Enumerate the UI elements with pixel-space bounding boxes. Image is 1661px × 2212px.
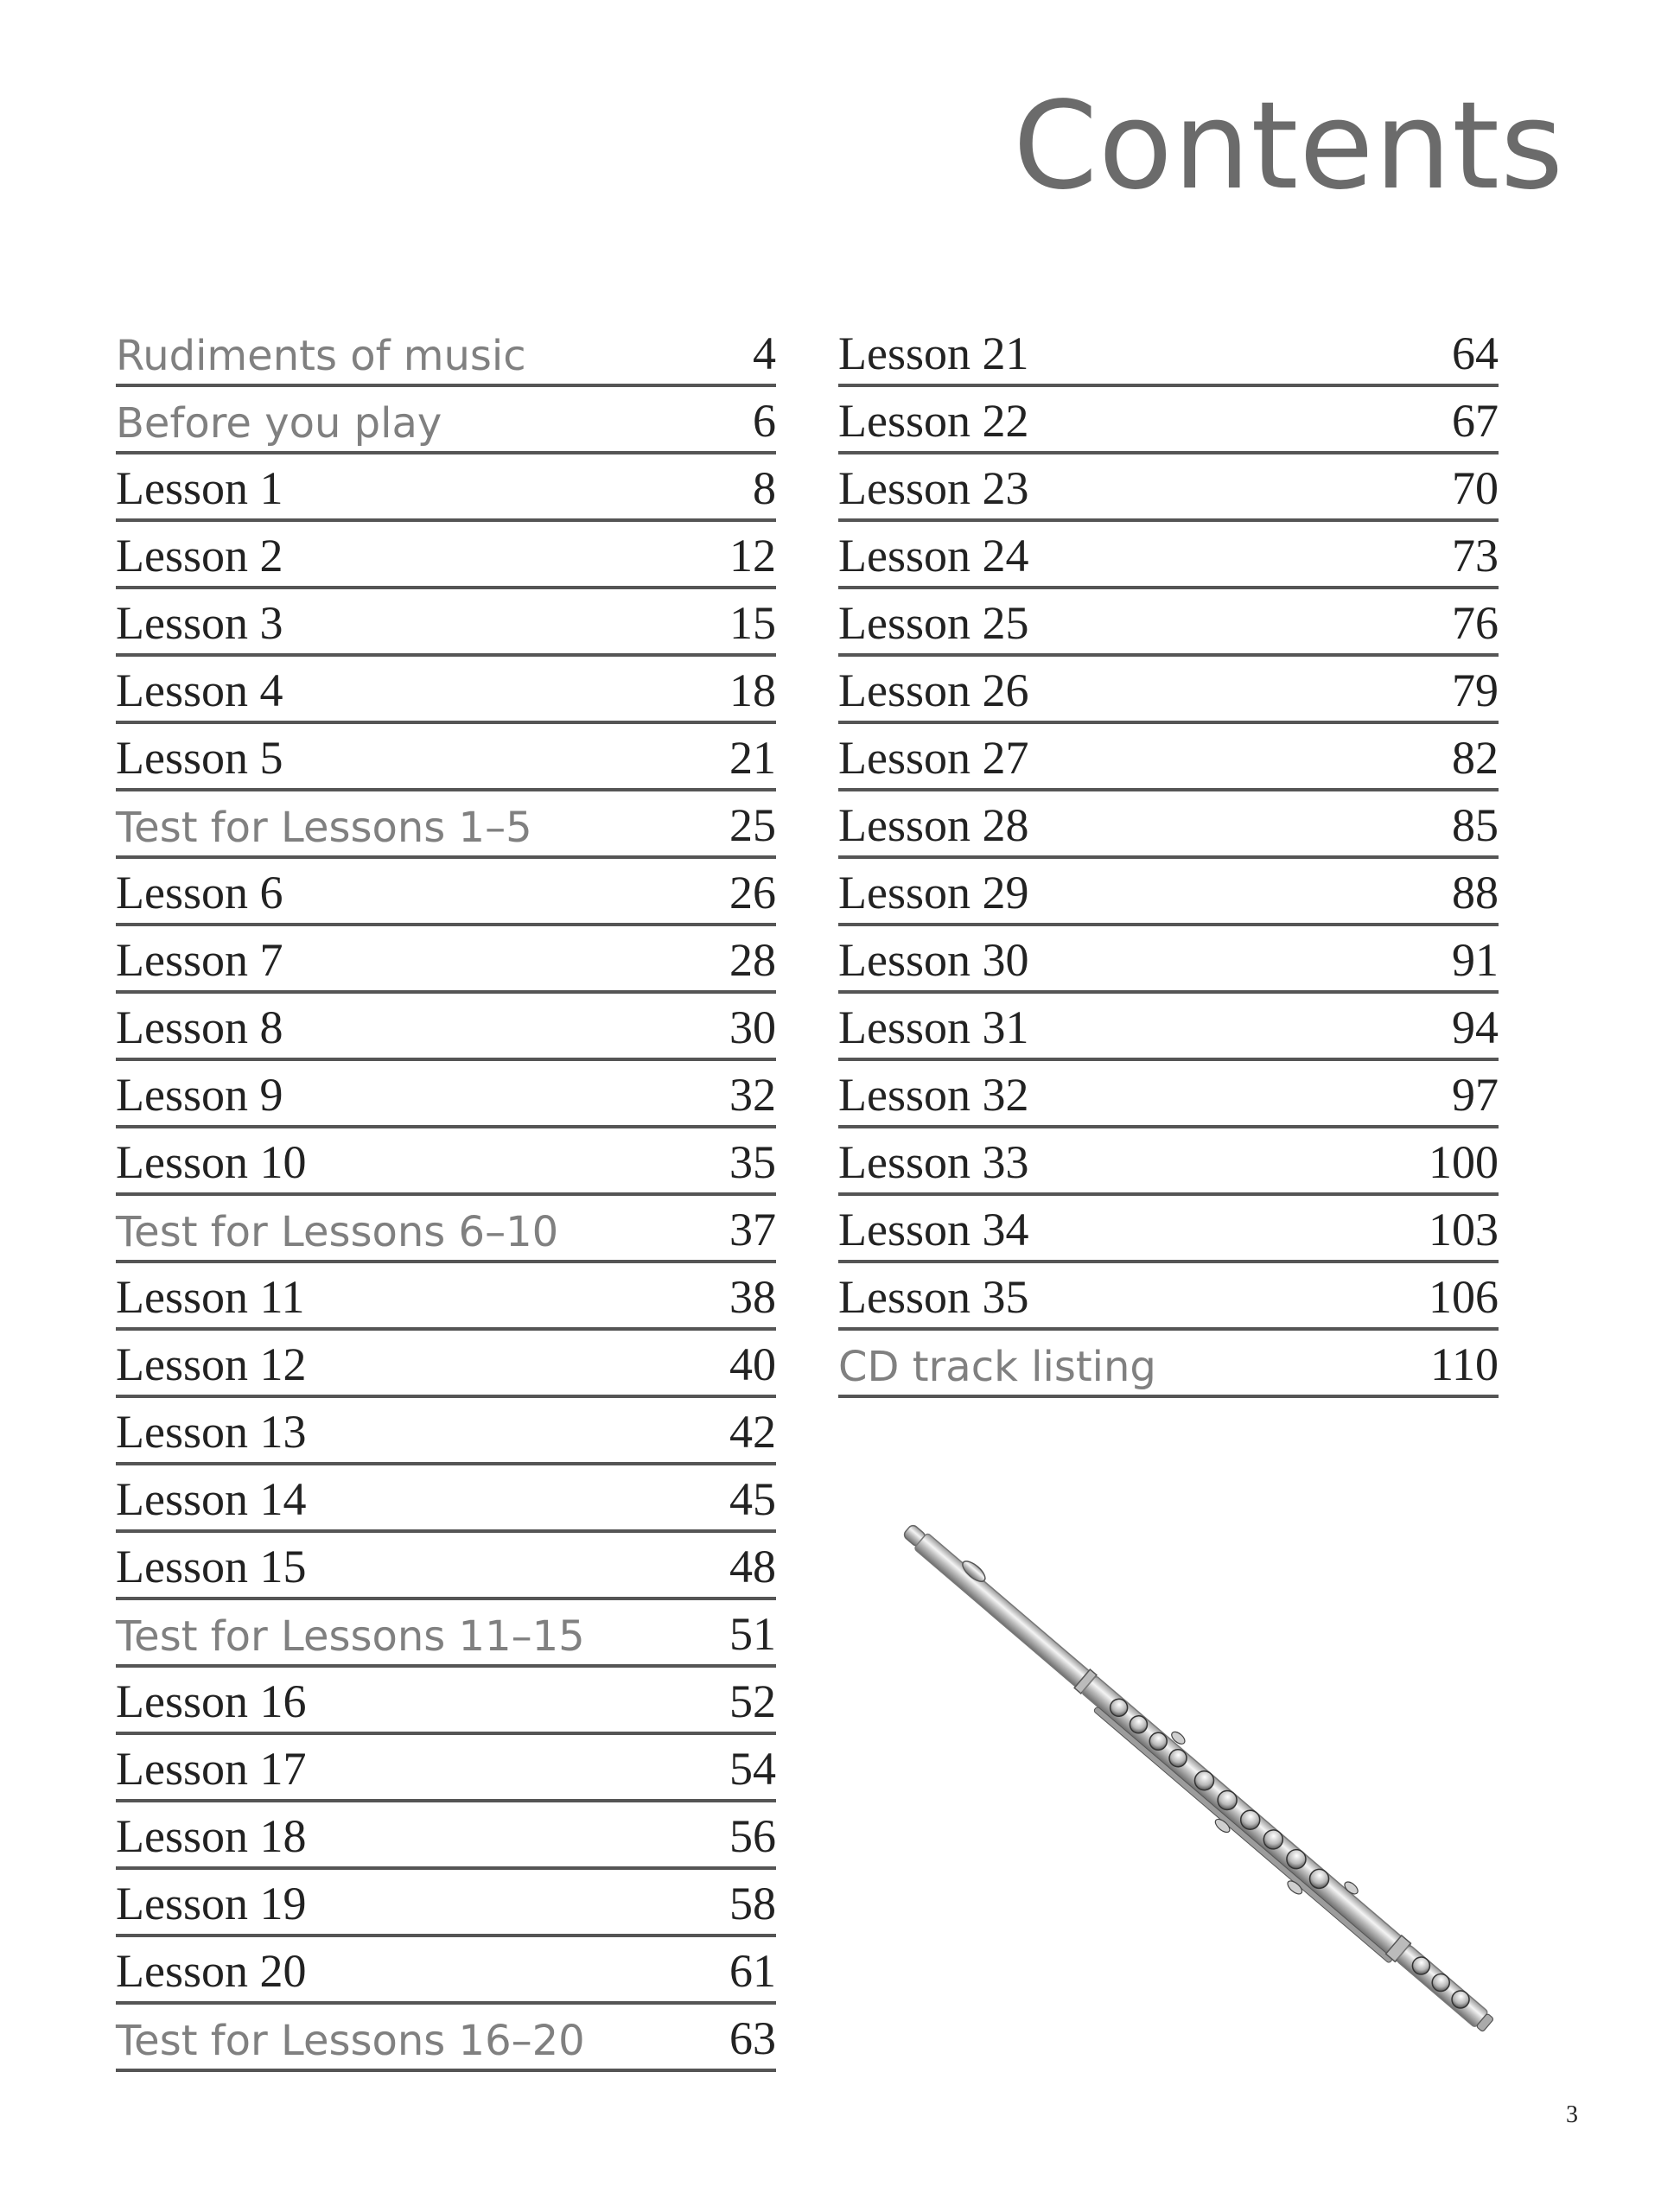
toc-entry[interactable]: [116, 2005, 776, 2072]
toc-entry-label: Lesson 20: [116, 1945, 307, 1997]
toc-entry-label: Before you play: [116, 399, 442, 448]
toc-entry-label: Lesson 21: [838, 327, 1029, 379]
toc-entry-page: 110: [1430, 1338, 1499, 1390]
toc-entry-label: Lesson 4: [116, 664, 283, 716]
contents-right-column: [838, 320, 1499, 1398]
toc-entry[interactable]: [116, 1668, 776, 1735]
toc-entry-page: 42: [729, 1406, 776, 1458]
toc-entry-page: 56: [729, 1810, 776, 1862]
toc-entry-label: Lesson 11: [116, 1271, 305, 1323]
toc-entry-label: Lesson 22: [838, 395, 1029, 447]
toc-entry-page: 67: [1452, 395, 1499, 447]
toc-entry[interactable]: [838, 1196, 1499, 1263]
toc-entry[interactable]: [116, 1802, 776, 1870]
toc-entry-label: Lesson 29: [838, 867, 1029, 918]
toc-entry-page: 58: [729, 1878, 776, 1929]
toc-entry[interactable]: [838, 454, 1499, 522]
toc-entry-label: Lesson 5: [116, 732, 283, 784]
toc-entry[interactable]: [838, 657, 1499, 724]
toc-entry[interactable]: [116, 1735, 776, 1802]
toc-entry-label: Lesson 19: [116, 1878, 307, 1929]
toc-entry[interactable]: [838, 1128, 1499, 1196]
toc-entry[interactable]: [116, 454, 776, 522]
toc-entry-label: Lesson 10: [116, 1136, 307, 1188]
toc-entry[interactable]: [838, 522, 1499, 589]
toc-entry-label: Lesson 7: [116, 934, 283, 986]
toc-entry-page: 40: [729, 1338, 776, 1390]
toc-entry[interactable]: [116, 1331, 776, 1398]
toc-entry-label: Lesson 16: [116, 1675, 307, 1727]
toc-entry-page: 73: [1452, 530, 1499, 582]
toc-entry[interactable]: [838, 724, 1499, 791]
toc-entry-label: CD track listing: [838, 1343, 1156, 1391]
toc-entry-label: Lesson 8: [116, 1001, 283, 1053]
toc-entry-page: 6: [753, 395, 776, 447]
page-title: Contents: [1013, 76, 1564, 217]
toc-entry-label: Lesson 24: [838, 530, 1029, 582]
toc-entry[interactable]: [838, 387, 1499, 454]
toc-entry[interactable]: [116, 1398, 776, 1465]
toc-entry-label: Lesson 26: [838, 664, 1029, 716]
toc-entry-page: 12: [729, 530, 776, 582]
toc-entry[interactable]: [838, 859, 1499, 926]
toc-entry-page: 37: [729, 1204, 776, 1255]
toc-entry[interactable]: [116, 1465, 776, 1533]
toc-entry[interactable]: [116, 320, 776, 387]
contents-left-column: [116, 320, 776, 2072]
toc-entry-label: Lesson 15: [116, 1541, 307, 1592]
toc-entry-page: 28: [729, 934, 776, 986]
toc-entry[interactable]: [116, 522, 776, 589]
toc-entry[interactable]: [838, 1331, 1499, 1398]
toc-entry-page: 54: [729, 1743, 776, 1795]
toc-entry[interactable]: [116, 994, 776, 1061]
toc-entry-page: 76: [1452, 597, 1499, 649]
toc-entry-page: 79: [1452, 664, 1499, 716]
toc-entry-page: 82: [1452, 732, 1499, 784]
toc-entry[interactable]: [838, 320, 1499, 387]
toc-entry-page: 48: [729, 1541, 776, 1592]
toc-entry-page: 45: [729, 1473, 776, 1525]
toc-entry-label: Lesson 3: [116, 597, 283, 649]
toc-entry[interactable]: [838, 994, 1499, 1061]
toc-entry-page: 26: [729, 867, 776, 918]
toc-entry[interactable]: [116, 724, 776, 791]
toc-entry[interactable]: [838, 1263, 1499, 1331]
toc-entry-page: 51: [729, 1608, 776, 1660]
toc-entry-page: 38: [729, 1271, 776, 1323]
toc-entry-label: Lesson 13: [116, 1406, 307, 1458]
toc-entry-label: Lesson 9: [116, 1069, 283, 1121]
page-number: 3: [1566, 2101, 1578, 2128]
toc-entry[interactable]: [116, 1061, 776, 1128]
toc-entry-page: 15: [729, 597, 776, 649]
toc-entry-label: Lesson 33: [838, 1136, 1029, 1188]
toc-entry-page: 88: [1452, 867, 1499, 918]
toc-entry-page: 61: [729, 1945, 776, 1997]
toc-entry-label: Lesson 14: [116, 1473, 307, 1525]
toc-entry[interactable]: [116, 1600, 776, 1668]
toc-entry[interactable]: [116, 589, 776, 657]
toc-entry-label: Lesson 27: [838, 732, 1029, 784]
toc-entry[interactable]: [116, 1870, 776, 1937]
toc-entry-label: Test for Lessons 16–20: [116, 2017, 585, 2065]
toc-entry-label: Lesson 32: [838, 1069, 1029, 1121]
toc-entry-page: 35: [729, 1136, 776, 1188]
toc-entry[interactable]: [116, 1937, 776, 2005]
toc-entry[interactable]: [116, 1128, 776, 1196]
toc-entry-page: 4: [753, 327, 776, 379]
toc-entry[interactable]: [116, 926, 776, 994]
toc-entry[interactable]: [116, 657, 776, 724]
toc-entry[interactable]: [838, 1061, 1499, 1128]
toc-entry-label: Lesson 35: [838, 1271, 1029, 1323]
toc-entry-page: 97: [1452, 1069, 1499, 1121]
toc-entry-label: Lesson 17: [116, 1743, 307, 1795]
toc-entry[interactable]: [116, 1263, 776, 1331]
toc-entry-label: Lesson 1: [116, 462, 283, 514]
toc-entry-label: Lesson 6: [116, 867, 283, 918]
toc-entry-page: 18: [729, 664, 776, 716]
toc-entry-page: 100: [1429, 1136, 1499, 1188]
toc-entry-page: 63: [729, 2012, 776, 2064]
toc-entry-page: 103: [1429, 1204, 1499, 1255]
toc-entry-label: Test for Lessons 11–15: [116, 1612, 585, 1661]
toc-entry-label: Test for Lessons 1–5: [116, 804, 532, 852]
toc-entry[interactable]: [116, 1533, 776, 1600]
toc-entry-label: Lesson 12: [116, 1338, 307, 1390]
toc-entry-page: 70: [1452, 462, 1499, 514]
toc-entry-page: 85: [1452, 799, 1499, 851]
toc-entry[interactable]: [116, 1196, 776, 1263]
toc-entry[interactable]: [116, 791, 776, 859]
toc-entry-label: Rudiments of music: [116, 332, 526, 380]
toc-entry[interactable]: [116, 859, 776, 926]
toc-entry-label: Test for Lessons 6–10: [116, 1208, 559, 1256]
toc-entry-page: 25: [729, 799, 776, 851]
toc-entry-label: Lesson 30: [838, 934, 1029, 986]
toc-entry-page: 91: [1452, 934, 1499, 986]
toc-entry-label: Lesson 2: [116, 530, 283, 582]
toc-entry-label: Lesson 28: [838, 799, 1029, 851]
toc-entry-page: 21: [729, 732, 776, 784]
toc-entry-label: Lesson 18: [116, 1810, 307, 1862]
toc-entry-page: 30: [729, 1001, 776, 1053]
toc-entry-page: 64: [1452, 327, 1499, 379]
toc-entry[interactable]: [838, 791, 1499, 859]
toc-entry[interactable]: [838, 926, 1499, 994]
toc-entry-page: 52: [729, 1675, 776, 1727]
toc-entry-page: 32: [729, 1069, 776, 1121]
toc-entry-page: 94: [1452, 1001, 1499, 1053]
toc-entry-label: Lesson 25: [838, 597, 1029, 649]
flute-icon: [881, 1495, 1556, 2100]
toc-entry-page: 106: [1429, 1271, 1499, 1323]
toc-entry-label: Lesson 23: [838, 462, 1029, 514]
toc-entry-label: Lesson 34: [838, 1204, 1029, 1255]
toc-entry-page: 8: [753, 462, 776, 514]
toc-entry[interactable]: [838, 589, 1499, 657]
toc-entry-label: Lesson 31: [838, 1001, 1029, 1053]
toc-entry[interactable]: [116, 387, 776, 454]
